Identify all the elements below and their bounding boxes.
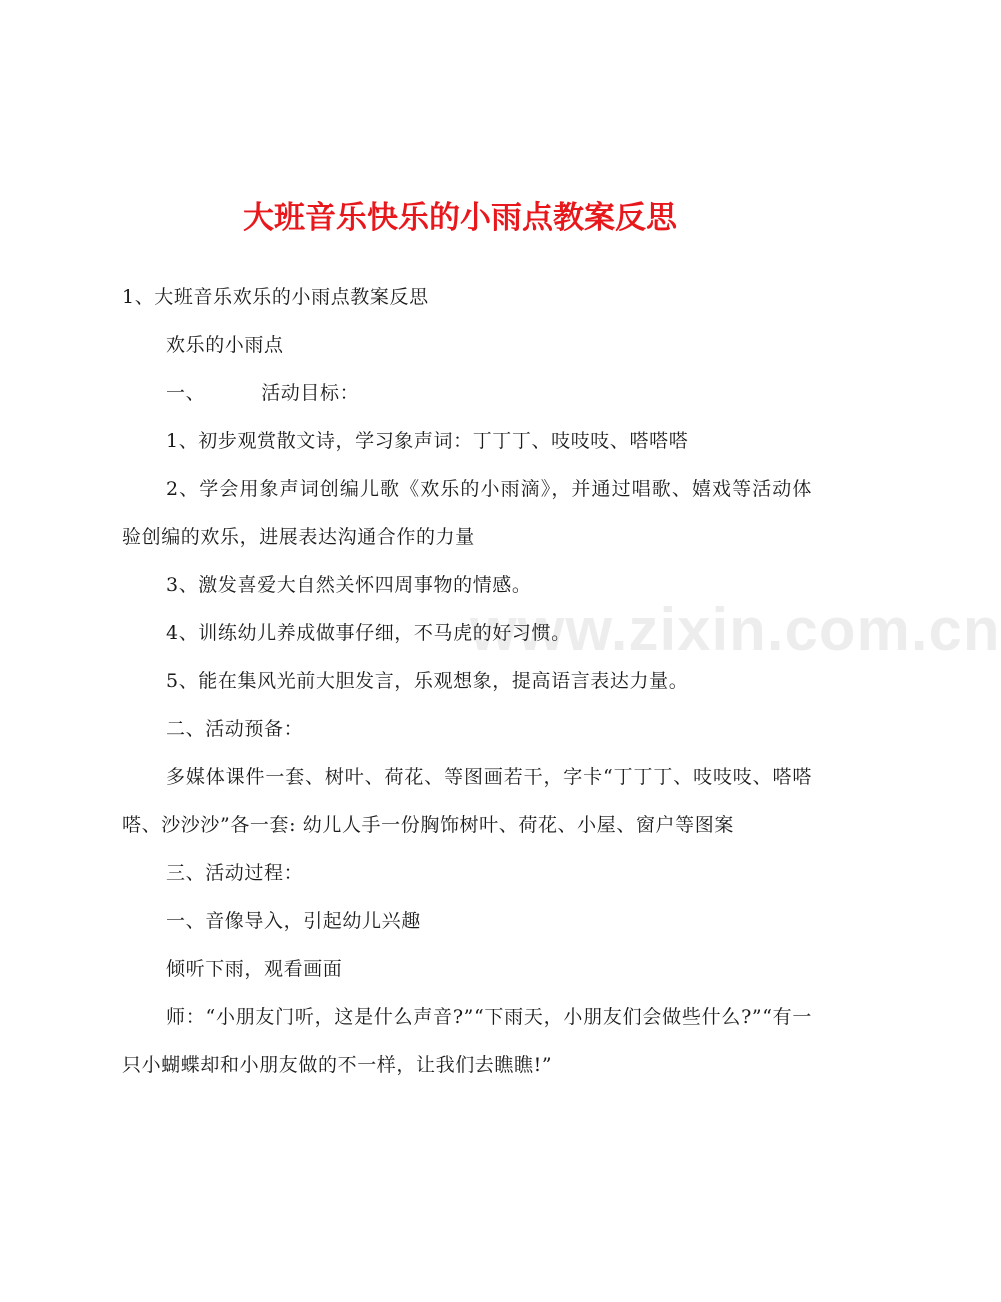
heading-number: 一、	[166, 382, 206, 404]
watermark: www.zixin.com.cn	[470, 596, 1001, 663]
paragraph: 5、能在集风光前大胆发言，乐观想象，提高语言表达力量。	[166, 670, 689, 692]
objectives-heading	[122, 369, 812, 417]
paragraph: 2、学会用象声词创编儿歌《欢乐的小雨滴》，并通过唱歌、嬉戏等活动体验创编的欢乐，进展表达沟通合作的力量	[122, 478, 812, 548]
paragraph: 师：“小朋友门听，这是什么声音?”“下雨天，小朋友们会做些什么?”“有一只小蝴蝶却和小朋友做的不一样，让我们去瞧瞧!”	[122, 1006, 812, 1076]
section-heading: 1、大班音乐欢乐的小雨点教案反思	[122, 286, 429, 308]
paragraph: 倾听下雨，观看画面	[166, 958, 343, 980]
paragraph: 三、活动过程：	[166, 862, 304, 884]
paragraph: 1、初步观赏散文诗，学习象声词：丁丁丁、吱吱吱、嗒嗒嗒	[166, 430, 689, 452]
paragraph: 3、激发喜爱大自然关怀四周事物的情感。	[166, 574, 532, 596]
paragraph: 一、音像导入，引起幼儿兴趣	[166, 910, 421, 932]
heading-label: 活动目标：	[261, 382, 360, 404]
document-title: 大班音乐快乐的小雨点教案反思	[243, 200, 677, 236]
paragraph: 欢乐的小雨点	[166, 334, 284, 356]
document-body	[122, 273, 812, 1089]
paragraph: 多媒体课件一套、树叶、荷花、等图画若干，字卡“丁丁丁、吱吱吱、嗒嗒嗒、沙沙沙”各一套: 幼儿人手一份胸饰树叶、荷花、小屋、窗户等图案	[122, 766, 812, 836]
paragraph: 4、训练幼儿养成做事仔细，不马虎的好习惯。	[166, 622, 571, 644]
paragraph: 二、活动预备：	[166, 718, 304, 740]
